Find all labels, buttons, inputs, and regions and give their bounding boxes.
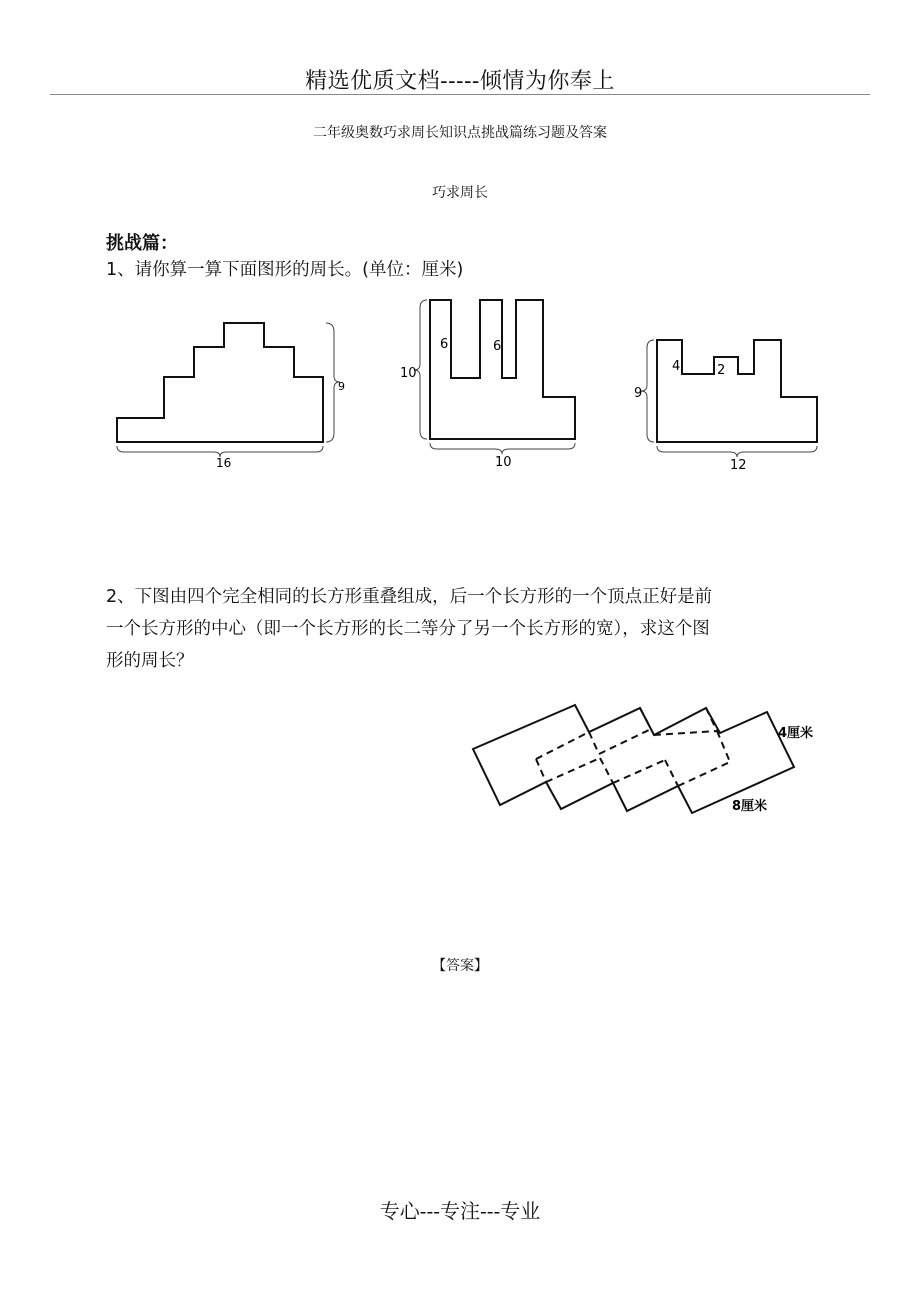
figure-2-width-label: 10 [495, 455, 512, 470]
figure-3-castle [630, 330, 830, 475]
figure-2-notch-a-label: 6 [440, 337, 449, 352]
q2-width-label: 4厘米 [778, 726, 814, 741]
challenge-label: 挑战篇： [106, 233, 178, 254]
figure-3-notch-b-label: 2 [717, 363, 726, 378]
q2-length-label: 8厘米 [732, 799, 768, 814]
figure-3-width-label: 12 [730, 458, 747, 473]
figure-3-notch-a-label: 4 [672, 359, 681, 374]
figure-2-notch-b-label: 6 [493, 339, 502, 354]
page-footer: 专心---专注---专业 [379, 1199, 541, 1223]
question-2-line-3: 形的周长？ [106, 651, 194, 671]
question-1-text: 1、请你算一算下面图形的周长。(单位：厘米) [106, 260, 464, 280]
question-2-line-2: 一个长方形的中心（即一个长方形的长二等分了另一个长方形的宽），求这个图 [106, 619, 710, 639]
page-header: 精选优质文档-----倾情为你奉上 [305, 69, 615, 94]
section-subtitle: 巧求周长 [432, 185, 488, 201]
question-2-line-1: 2、下图由四个完全相同的长方形重叠组成，后一个长方形的一个顶点正好是前 [106, 587, 713, 607]
figure-1-staircase [100, 310, 360, 480]
figure-3-height-label: 9 [634, 386, 643, 401]
figure-2-height-label: 10 [400, 366, 417, 381]
figure-1-width-label: 16 [216, 456, 232, 470]
figure-1-height-label: 9 [338, 380, 345, 393]
document-title: 二年级奥数巧求周长知识点挑战篇练习题及答案 [313, 125, 607, 141]
figure-q2-overlapping-rectangles [460, 695, 840, 830]
header-divider [50, 94, 870, 95]
figure-2-comb [395, 290, 595, 475]
answer-heading: 【答案】 [432, 958, 488, 974]
